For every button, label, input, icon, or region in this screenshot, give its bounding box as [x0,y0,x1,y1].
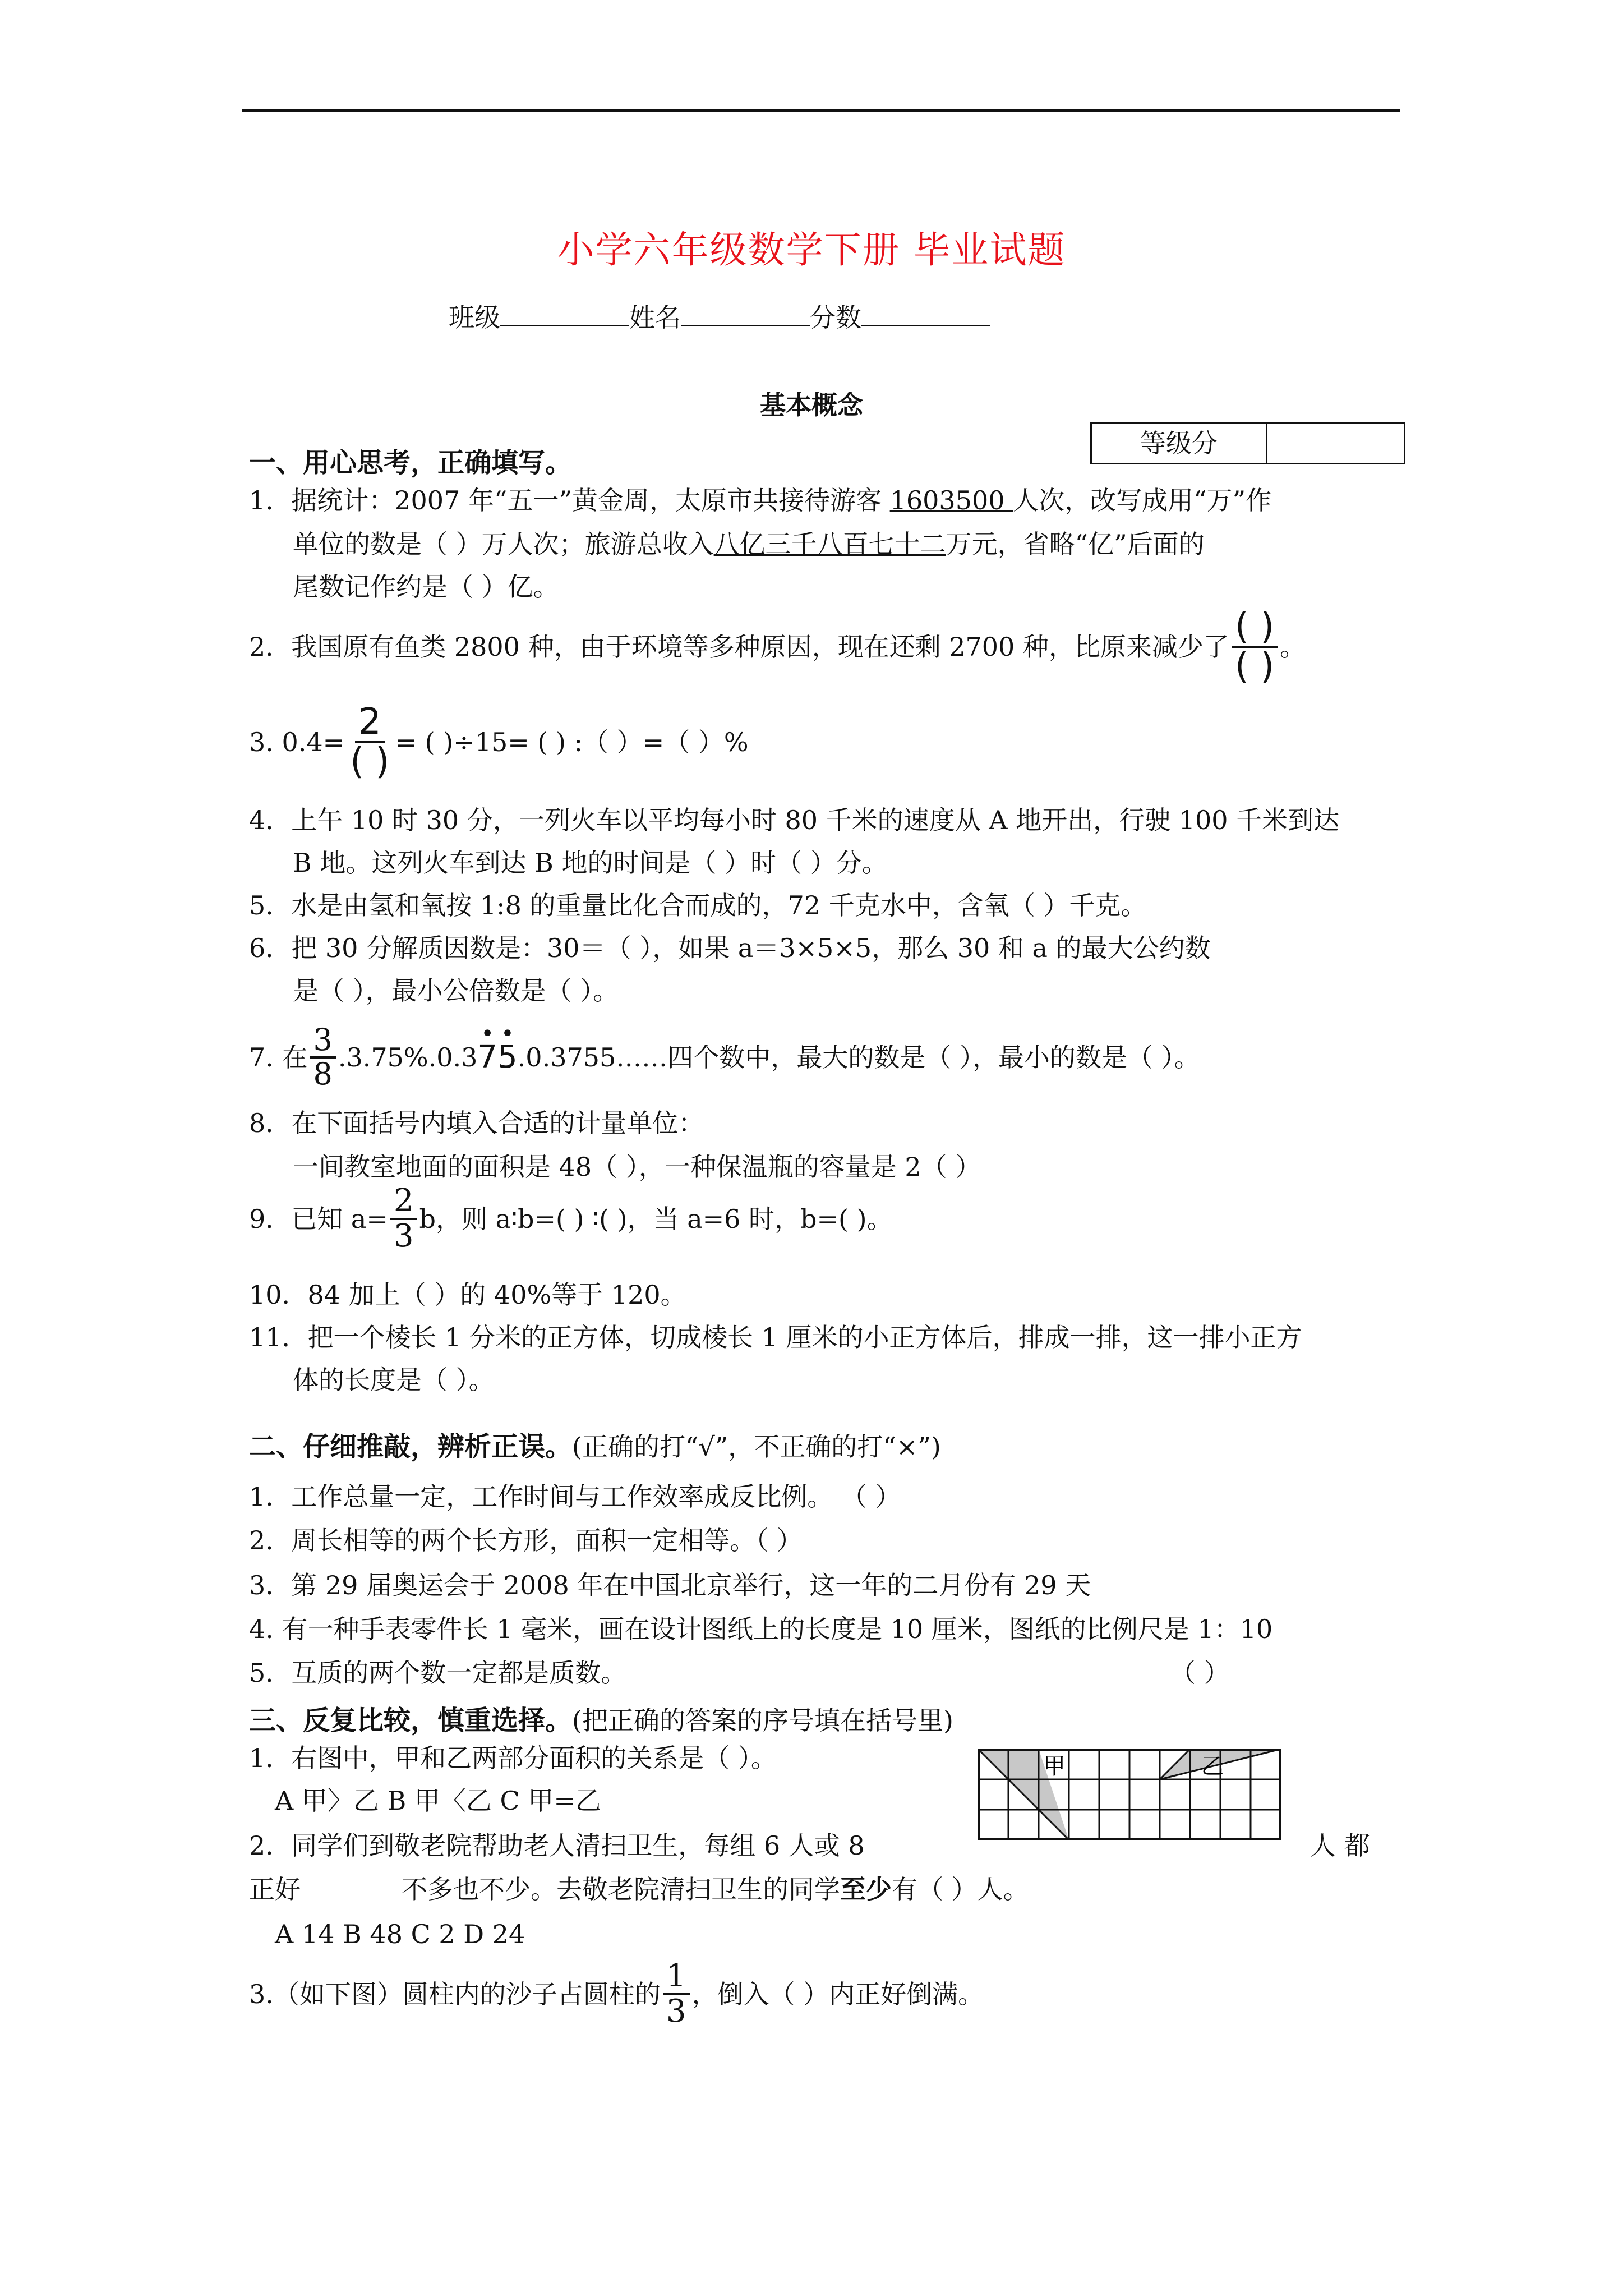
q2-line2-a: 正好 [249,1874,301,1904]
part2-heading-text: 二、仔细推敲，辨析正误。 [249,1431,573,1462]
q10: 10．84 加上（ ）的 40%等于 120。 [249,1280,686,1310]
grade-box-label: 等级分 [1092,424,1267,463]
grade-box [1090,422,1405,464]
part3-q2-line1: 2．同学们到敬老院帮助老人清扫卫生，每组 6 人或 8 [249,1830,865,1861]
q7-text-b: .3.75%.0.3 [338,1042,478,1073]
q7 [249,1024,1200,1090]
q7-repeat-digit-2: • 5 [497,1041,518,1074]
q8-line2: 一间教室地面的面积是 48（ ），一种保温瓶的容量是 2（ ） [293,1152,981,1182]
score-label: 分数 [810,302,861,333]
q4-line1: 4．上午 10 时 30 分，一列火车以平均每小时 80 千米的速度从 A 地开出，行驶 100 千米到达 [249,805,1340,835]
q1-line2 [293,527,1205,561]
q3-text-b: = ( )÷15= ( ) :（ ）=（ ）% [395,727,749,758]
q8-line1: 8．在下面括号内填入合适的计量单位： [249,1108,704,1138]
q2-at-least: 至少 [840,1874,892,1904]
part1-heading: 一、用心思考，正确填写。 [249,447,573,478]
q7-repeat-digit-1: • 7 [477,1041,497,1074]
q3-fraction [347,703,393,781]
q4-line2: B 地。这列火车到达 B 地的时间是（ ）时（ ）分。 [293,848,888,878]
page-title: 小学六年级数学下册 毕业试题 [557,228,1066,272]
class-blank[interactable] [500,302,629,326]
q2-line2-b: 不多也不少。去敬老院清扫卫生的同学 [402,1874,840,1904]
part3-heading [249,1699,953,1737]
q2-end: 。 [1280,632,1306,662]
q1-text-b: 人次，改写成用“万”作 [1013,485,1272,516]
grade-box-value[interactable] [1267,424,1404,463]
area-figure-svg [978,1749,1281,1840]
name-blank[interactable] [681,302,810,326]
part3-note: (把正确的答案的序号填在括号里) [572,1705,953,1736]
q3-part3-text-b: ，倒入（ ）内正好倒满。 [691,1978,984,2009]
jia-label: 甲 [1043,1754,1066,1779]
part2-heading [249,1425,941,1464]
q9-frac-numerator: 2 [390,1185,417,1220]
q2-frac-numerator[interactable]: ( ) [1232,608,1278,648]
part2-item-3: 3．第 29 届奥运会于 2008 年在中国北京举行，这一年的二月份有 29 天 [249,1570,1091,1600]
part3-q3-frac-numerator: 1 [663,1960,690,1995]
q11-line2: 体的长度是（ ）。 [293,1365,495,1395]
yi-label: 乙 [1201,1754,1224,1779]
part2-note: (正确的打“√”，不正确的打“×”) [572,1432,941,1462]
part3-q1: 1．右图中，甲和乙两部分面积的关系是（ ）。 [249,1743,777,1773]
q1-line2-b: 万元，省略“亿”后面的 [946,529,1205,559]
part2-item-5-paren[interactable]: （ ） [1170,1658,1230,1688]
q1-line2-a: 单位的数是（ ）万人次；旅游总收入 [293,529,714,559]
part2-item-1: 1．工作总量一定，工作时间与工作效率成反比例。 （ ） [249,1481,901,1512]
part3-q2-options: A 14 B 48 C 2 D 24 [275,1919,525,1949]
part3-q3 [249,1960,984,2028]
name-label: 姓名 [629,302,681,333]
q3-frac-denominator[interactable]: ( ) [350,741,390,783]
q9 [249,1182,893,1254]
q7-fraction [310,1024,336,1090]
q1-line1 [249,484,1271,517]
area-figure [978,1749,1281,1840]
q11-line1: 11．把一个棱长 1 分米的正方体，切成棱长 1 厘米的小正方体后，排成一排，这一排小正方 [249,1322,1302,1352]
part2-item-4: 4. 有一种手表零件长 1 毫米，画在设计图纸上的长度是 10 厘米，图纸的比例尺是 1：10 [249,1614,1273,1644]
q3 [249,703,749,781]
q1-text-a: 1．据统计：2007 年“五一”黄金周，太原市共接待游客 [249,485,890,516]
score-blank[interactable] [861,302,990,326]
section-heading: 基本概念 [760,390,863,420]
q5: 5．水是由氢和氧按 1:8 的重量比化合而成的，72 千克水中，含氧（ ）千克。 [249,890,1147,921]
q2 [249,606,1306,688]
part3-q2-line1-tail: 人 都 [1310,1830,1370,1861]
q7-frac-numerator: 3 [310,1024,336,1059]
q1-line3: 尾数记作约是（ ）亿。 [293,572,559,602]
class-label: 班级 [449,302,500,333]
part3-q3-frac-denominator: 3 [666,1993,686,2030]
q3-frac-numerator: 2 [355,703,385,743]
q6-line1: 6．把 30 分解质因数是：30＝（ ），如果 a＝3×5×5，那么 30 和 a 的最大公约数 [249,933,1211,963]
student-info-line [449,297,990,334]
q9-text-b: b，则 a∶b=( ) ∶( )，当 a=6 时，b=( )。 [419,1203,893,1234]
q2-text: 2．我国原有鱼类 2800 种，由于环境等多种原因，现在还剩 2700 种，比原来减少了 [249,632,1229,662]
part3-heading-text: 三、反复比较，慎重选择。 [249,1705,573,1736]
top-rule [242,109,1400,112]
q1-number: 1603500 [889,485,1013,516]
part3-q2-line2 [249,1872,1029,1906]
part3-q1-options: A 甲〉乙 B 甲〈乙 C 甲=乙 [275,1786,601,1816]
q1-underlined-amount: 八亿三千八百七十二 [713,529,946,559]
q7-text-c: .0.3755……四个数中，最大的数是（ ），最小的数是（ ）。 [517,1042,1200,1073]
q2-fraction [1232,606,1278,688]
part2-item-5: 5．互质的两个数一定都是质数。 [249,1658,627,1688]
part2-item-2: 2．周长相等的两个长方形，面积一定相等。（ ） [249,1525,803,1556]
q2-frac-denominator[interactable]: ( ) [1234,646,1275,688]
q7-text-a: 7. 在 [249,1042,308,1073]
q9-frac-denominator: 3 [393,1217,414,1254]
q3-part3-text-a: 3.（如下图）圆柱内的沙子占圆柱的 [249,1978,661,2009]
q3-text-a: 3. 0.4= [249,727,345,758]
part3-q3-fraction [663,1960,690,2028]
q2-line2-c: 有（ ）人。 [892,1874,1029,1904]
q9-fraction [390,1182,417,1254]
q7-frac-denominator: 8 [313,1056,333,1092]
q9-text-a: 9．已知 a= [249,1203,388,1234]
q6-line2: 是（ ），最小公倍数是（ ）。 [293,976,619,1006]
